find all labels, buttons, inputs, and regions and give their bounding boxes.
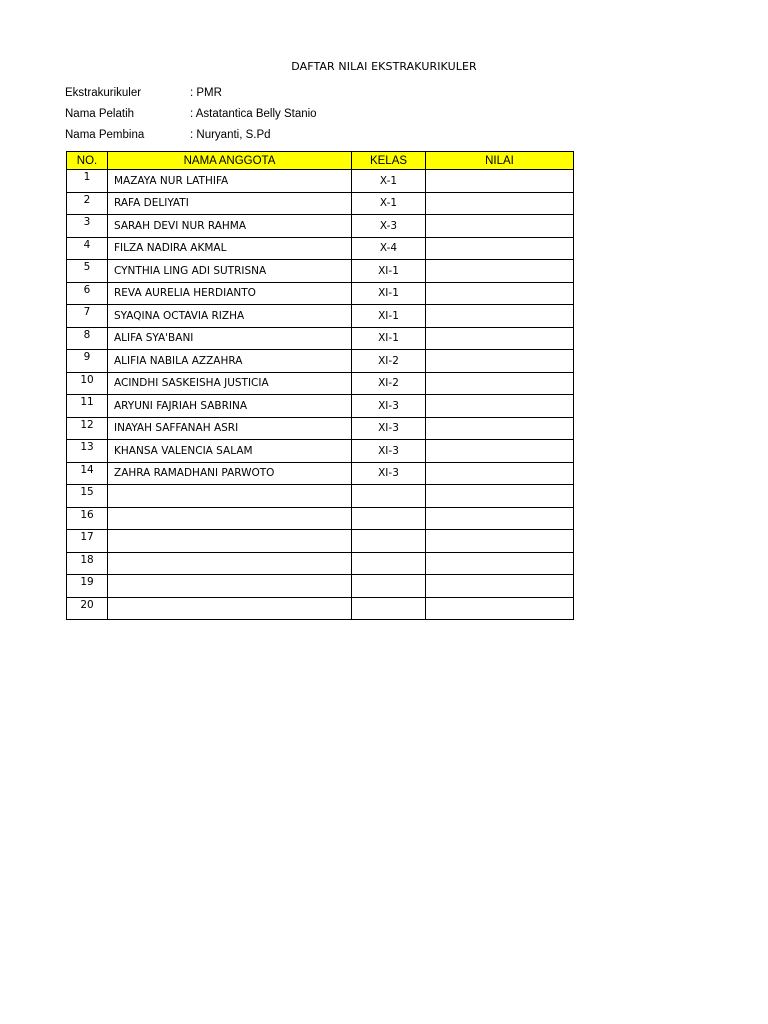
member-name-cell: MAZAYA NUR LATHIFA xyxy=(108,170,352,193)
class-cell: X-3 xyxy=(352,215,426,238)
info-value: : Astatantica Belly Stanio xyxy=(190,108,317,120)
info-label: Nama Pelatih xyxy=(65,108,135,120)
row-number-cell: 2 xyxy=(67,192,108,215)
table-row xyxy=(67,440,574,463)
info-row-ekstrakurikuler xyxy=(65,85,222,101)
grades-table xyxy=(66,151,574,620)
grade-cell xyxy=(426,282,574,305)
row-number-cell: 4 xyxy=(67,237,108,260)
member-name-cell: ALIFIA NABILA AZZAHRA xyxy=(108,350,352,373)
row-number-cell: 15 xyxy=(67,485,108,508)
member-name-cell: ALIFA SYA'BANI xyxy=(108,327,352,350)
header-kelas: KELAS xyxy=(352,152,426,170)
class-cell: X-1 xyxy=(352,170,426,193)
header-no: NO. xyxy=(67,152,108,170)
row-number-cell: 11 xyxy=(67,395,108,418)
member-name-cell xyxy=(108,507,352,530)
row-number-cell: 8 xyxy=(67,327,108,350)
table-body xyxy=(67,170,574,620)
table-row xyxy=(67,260,574,283)
table-row xyxy=(67,192,574,215)
table-row xyxy=(67,530,574,553)
table-row xyxy=(67,485,574,508)
header-nilai: NILAI xyxy=(426,152,574,170)
member-name-cell: INAYAH SAFFANAH ASRI xyxy=(108,417,352,440)
table-row xyxy=(67,215,574,238)
member-name-cell: FILZA NADIRA AKMAL xyxy=(108,237,352,260)
table-header-row xyxy=(67,152,574,170)
grade-cell xyxy=(426,372,574,395)
class-cell: X-4 xyxy=(352,237,426,260)
row-number-cell: 20 xyxy=(67,597,108,620)
row-number-cell: 9 xyxy=(67,350,108,373)
row-number-cell: 13 xyxy=(67,440,108,463)
class-cell: XI-2 xyxy=(352,350,426,373)
class-cell: XI-3 xyxy=(352,462,426,485)
document-title: DAFTAR NILAI EKSTRAKURIKULER xyxy=(291,60,477,73)
row-number-cell: 5 xyxy=(67,260,108,283)
grade-cell xyxy=(426,440,574,463)
info-value: : Nuryanti, S.Pd xyxy=(190,129,271,141)
table-row xyxy=(67,417,574,440)
row-number-cell: 12 xyxy=(67,417,108,440)
table-row xyxy=(67,552,574,575)
grade-cell xyxy=(426,170,574,193)
row-number-cell: 3 xyxy=(67,215,108,238)
class-cell xyxy=(352,530,426,553)
row-number-cell: 10 xyxy=(67,372,108,395)
grade-cell xyxy=(426,237,574,260)
grade-cell xyxy=(426,597,574,620)
table-row xyxy=(67,170,574,193)
class-cell: XI-1 xyxy=(352,260,426,283)
class-cell: XI-2 xyxy=(352,372,426,395)
grade-cell xyxy=(426,305,574,328)
row-number-cell: 19 xyxy=(67,575,108,598)
grade-cell xyxy=(426,395,574,418)
info-row-nama-pelatih xyxy=(65,106,317,122)
info-value: : PMR xyxy=(190,87,222,99)
member-name-cell xyxy=(108,530,352,553)
table-row xyxy=(67,350,574,373)
class-cell xyxy=(352,597,426,620)
member-name-cell xyxy=(108,485,352,508)
table-row xyxy=(67,575,574,598)
grade-cell xyxy=(426,260,574,283)
class-cell xyxy=(352,485,426,508)
info-row-nama-pembina xyxy=(65,127,271,143)
grade-cell xyxy=(426,417,574,440)
member-name-cell: RAFA DELIYATI xyxy=(108,192,352,215)
row-number-cell: 7 xyxy=(67,305,108,328)
member-name-cell xyxy=(108,597,352,620)
info-label: Ekstrakurikuler xyxy=(65,87,142,99)
member-name-cell xyxy=(108,552,352,575)
row-number-cell: 14 xyxy=(67,462,108,485)
grade-cell xyxy=(426,552,574,575)
grade-cell xyxy=(426,462,574,485)
table-row xyxy=(67,305,574,328)
table-row xyxy=(67,597,574,620)
grade-cell xyxy=(426,530,574,553)
member-name-cell: ARYUNI FAJRIAH SABRINA xyxy=(108,395,352,418)
row-number-cell: 16 xyxy=(67,507,108,530)
class-cell: XI-1 xyxy=(352,327,426,350)
grade-cell xyxy=(426,215,574,238)
class-cell xyxy=(352,552,426,575)
row-number-cell: 1 xyxy=(67,170,108,193)
row-number-cell: 17 xyxy=(67,530,108,553)
member-name-cell xyxy=(108,575,352,598)
class-cell: XI-1 xyxy=(352,282,426,305)
info-label: Nama Pembina xyxy=(65,129,145,141)
grade-cell xyxy=(426,192,574,215)
member-name-cell: SYAQINA OCTAVIA RIZHA xyxy=(108,305,352,328)
member-name-cell: ACINDHI SASKEISHA JUSTICIA xyxy=(108,372,352,395)
table-row xyxy=(67,237,574,260)
member-name-cell: REVA AURELIA HERDIANTO xyxy=(108,282,352,305)
table-row xyxy=(67,507,574,530)
row-number-cell: 18 xyxy=(67,552,108,575)
grade-cell xyxy=(426,327,574,350)
table-row xyxy=(67,372,574,395)
member-name-cell: ZAHRA RAMADHANI PARWOTO xyxy=(108,462,352,485)
member-name-cell: KHANSA VALENCIA SALAM xyxy=(108,440,352,463)
class-cell: XI-3 xyxy=(352,440,426,463)
grade-cell xyxy=(426,350,574,373)
header-nama-anggota: NAMA ANGGOTA xyxy=(108,152,352,170)
grade-cell xyxy=(426,575,574,598)
class-cell xyxy=(352,575,426,598)
class-cell: XI-1 xyxy=(352,305,426,328)
row-number-cell: 6 xyxy=(67,282,108,305)
grade-cell xyxy=(426,507,574,530)
table-row xyxy=(67,282,574,305)
table-row xyxy=(67,462,574,485)
member-name-cell: SARAH DEVI NUR RAHMA xyxy=(108,215,352,238)
table-row xyxy=(67,395,574,418)
class-cell: XI-3 xyxy=(352,395,426,418)
class-cell: X-1 xyxy=(352,192,426,215)
member-name-cell: CYNTHIA LING ADI SUTRISNA xyxy=(108,260,352,283)
class-cell: XI-3 xyxy=(352,417,426,440)
table-row xyxy=(67,327,574,350)
class-cell xyxy=(352,507,426,530)
grade-cell xyxy=(426,485,574,508)
